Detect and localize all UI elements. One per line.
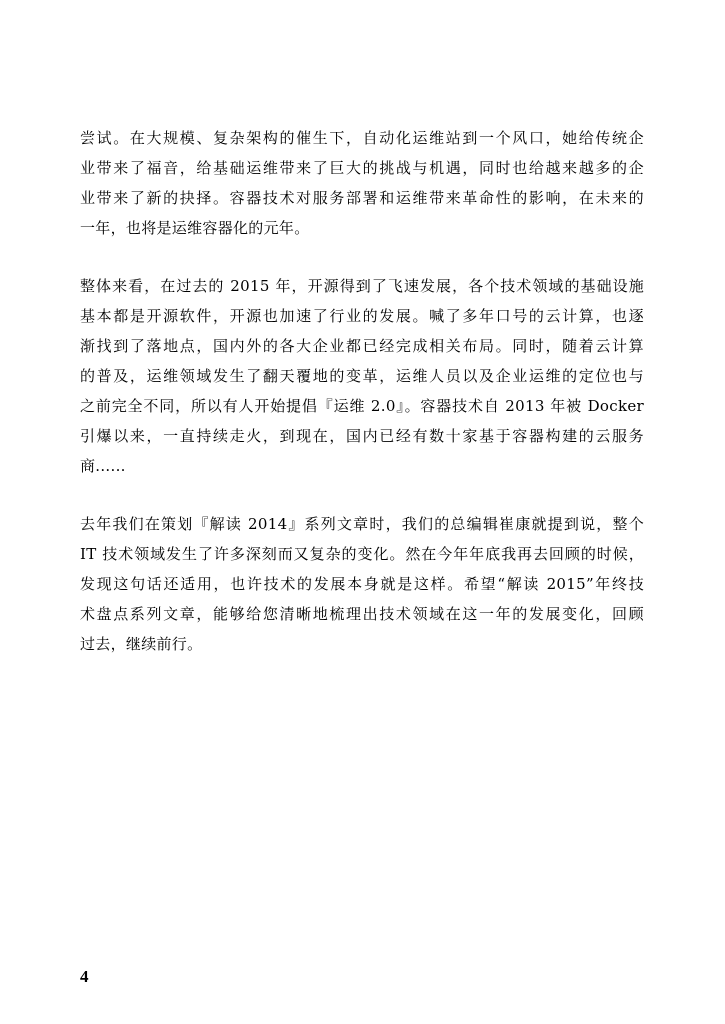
paragraph-3-line-4: 术盘点系列文章，能够给您清晰地梳理出技术领域在这一年的发展变化，回顾 — [80, 605, 644, 623]
paragraph-1-line-1: 尝试。在大规模、复杂架构的催生下，自动化运维站到一个风口，她给传统企 — [80, 129, 644, 147]
paragraph-3-line-1: 去年我们在策划『解读 2014』系列文章时，我们的总编辑崔康就提到说，整个 — [80, 515, 644, 533]
paragraph-2-line-5: 之前完全不同，所以有人开始提倡『运维 2.0』。容器技术自 2013 年被 Docker — [80, 397, 644, 415]
paragraph-2-line-4: 的普及，运维领域发生了翻天覆地的变革，运维人员以及企业运维的定位也与 — [80, 367, 644, 385]
paragraph-1-line-3: 业带来了新的抉择。容器技术对服务部署和运维带来革命性的影响，在未来的 — [80, 189, 644, 207]
paragraph-3-line-2: IT 技术领域发生了许多深刻而又复杂的变化。然在今年年底我再去回顾的时候， — [80, 545, 644, 563]
page-number: 4 — [80, 967, 89, 986]
paragraph-1-line-2: 业带来了福音，给基础运维带来了巨大的挑战与机遇，同时也给越来越多的企 — [80, 159, 644, 177]
paragraph-1-line-4: 一年，也将是运维容器化的元年。 — [80, 219, 310, 237]
paragraph-2-line-1: 整体来看，在过去的 2015 年，开源得到了飞速发展，各个技术领域的基础设施 — [80, 277, 644, 295]
paragraph-2-line-7: 商...... — [80, 457, 126, 475]
paragraph-2-line-6: 引爆以来，一直持续走火，到现在，国内已经有数十家基于容器构建的云服务 — [80, 427, 644, 445]
paragraph-3-line-5: 过去，继续前行。 — [80, 635, 203, 653]
paragraph-2-line-2: 基本都是开源软件，开源也加速了行业的发展。喊了多年口号的云计算，也逐 — [80, 307, 644, 325]
paragraph-2-line-3: 渐找到了落地点，国内外的各大企业都已经完成相关布局。同时，随着云计算 — [80, 337, 644, 355]
paragraph-3-line-3: 发现这句话还适用，也许技术的发展本身就是这样。希望“解读 2015”年终技 — [80, 575, 644, 593]
